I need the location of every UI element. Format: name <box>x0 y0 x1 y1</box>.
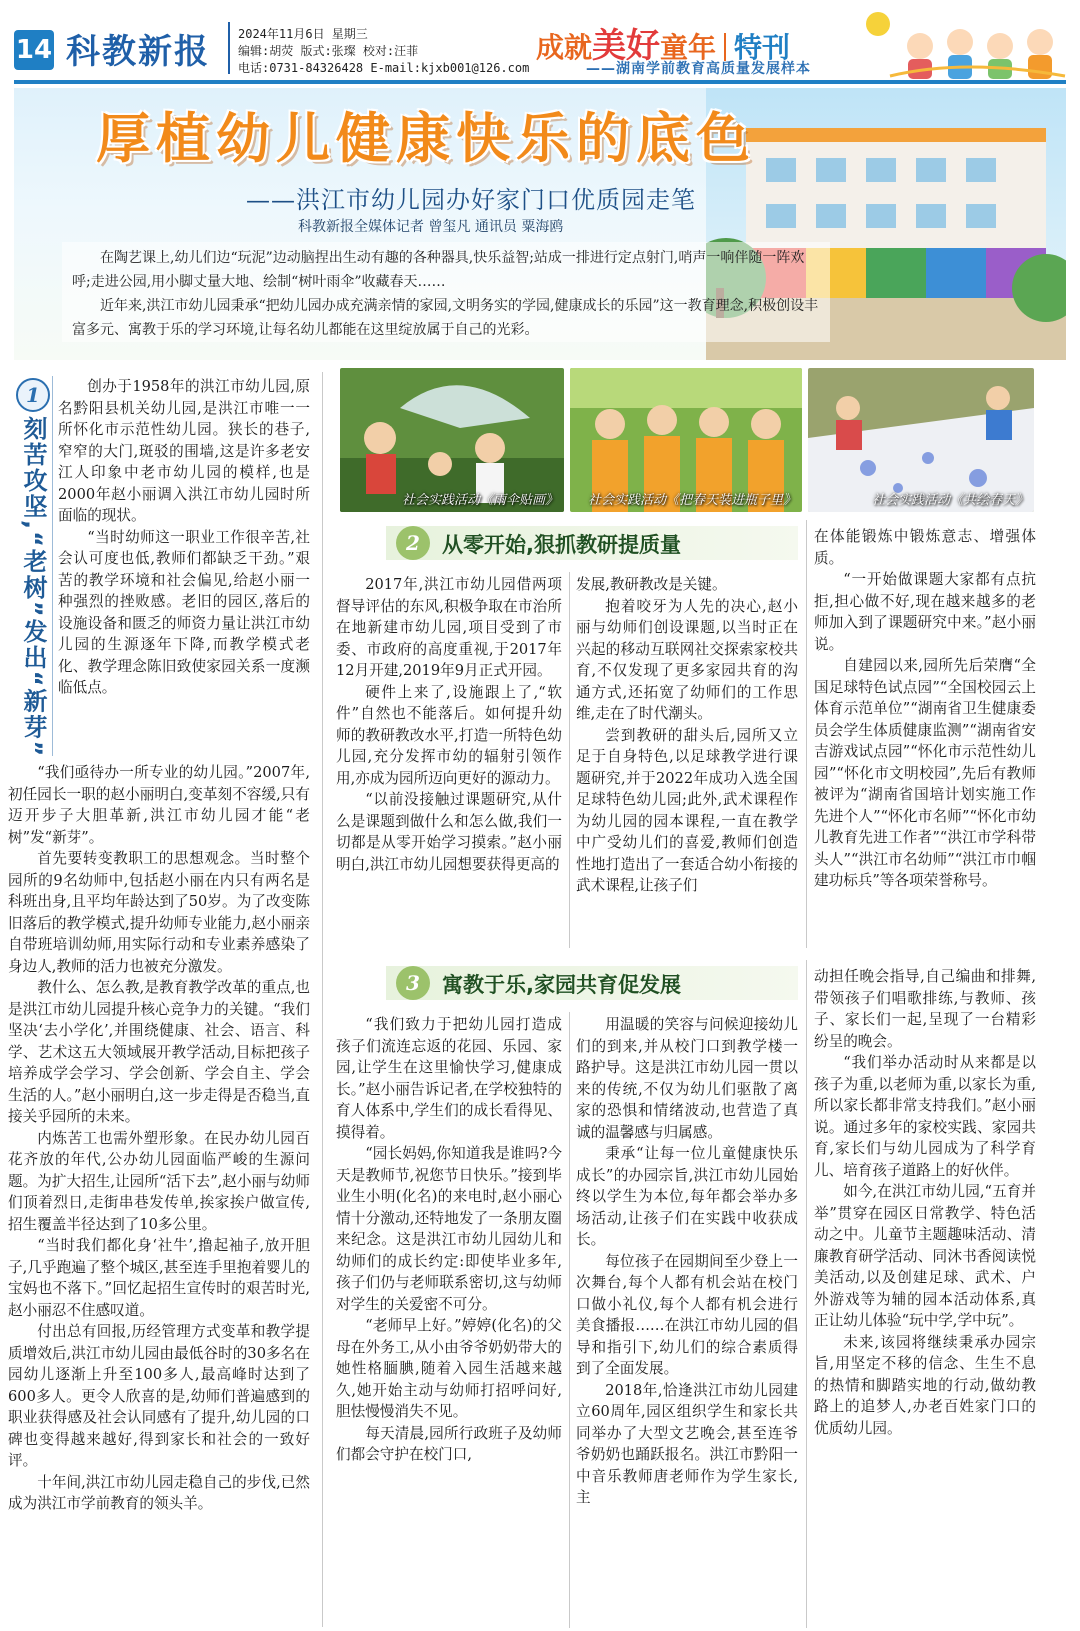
special-subtitle: ——湖南学前教育高质量发展样本 <box>586 61 811 77</box>
paragraph: “当时幼师这一职业工作很辛苦,社会认可度也低,教师们都缺乏干劲。”艰苦的教学环境和社会偏见,给赵小丽一种强烈的挫败感。老旧的园区,落后的设施设备和匮乏的师资力量让洪江市幼儿园的生源逐年下降,而教学模式老化、教学理念陈旧致使家园关系一度濒临低点。 <box>58 528 310 696</box>
special-part1: 成就 <box>536 31 593 64</box>
editor-line: 编辑:胡荧 版式:张璨 校对:汪菲 <box>238 44 419 58</box>
section-2-header <box>386 526 798 560</box>
paragraph: 在体能锻炼中锻炼意志、增强体质。 <box>814 528 1036 567</box>
paragraph: 如今,在洪江市幼儿园,“五育并举”贯穿在园区日常教学、特色活动之中。儿童节主题趣味活动、清廉教育研学活动、同沐书香阅读悦美活动,以及创建足球、武术、户外游戏等为辅的园本活动体系,真正让幼儿体验“玩中学,学中玩”。 <box>814 1183 1036 1329</box>
paragraph: 2017年,洪江市幼儿园借两项督导评估的东风,积极争取在市治所在地新建市幼儿园,项目受到了市委、市政府的高度重视,于2017年12月开建,2019年9月正式开园。 <box>336 576 562 679</box>
paragraph: 动担任晚会指导,自己编曲和排舞,带领孩子们唱歌排练,与教师、孩子、家长们一起,呈现了一台精彩纷呈的晚会。 <box>814 968 1036 1050</box>
column-divider <box>806 520 807 948</box>
date-line: 2024年11月6日 星期三 <box>238 27 368 41</box>
photo-painting-spring <box>808 368 1034 512</box>
paragraph: 首先要转变教职工的思想观念。当时整个园所的9名幼师中,包括赵小丽在内只有两名是科班出身,且平均年龄达到了50岁。为了改变陈旧落后的教学模式,提升幼师专业能力,赵小丽亲自带班培训幼师,用实际行动和专业素养感染了身边人,教师的活力也被充分激发。 <box>8 850 310 975</box>
paragraph: 自建园以来,园所先后荣膺“全国足球特色试点园”“全国校园云上体育示范单位”“湖南省卫生健康委员会学生体质健康监测”“湖南省安吉游戏试点园”“怀化市示范性幼儿园”“怀化市文明校园”,先后有教师被评为“湖南省国培计划实施工作先进个人”“怀化市名师”“怀化市幼儿教育先进工作者”“洪江市学科带头人”“洪江市名幼师”“洪江市巾帼建功标兵”等各项荣誉称号。 <box>814 657 1036 889</box>
column-divider <box>806 960 807 1628</box>
masthead-rule <box>14 80 1066 84</box>
paragraph: “我们致力于把幼儿园打造成孩子们流连忘返的花园、乐园、家园,让学生在这里愉快学习,健康成长。”赵小丽告诉记者,在学校独特的育人体系中,学生们的成长看得见、摸得着。 <box>336 1016 562 1141</box>
byline: 科教新报全媒体记者 曾玺凡 通讯员 粟海鸥 <box>298 219 564 235</box>
special-issue-banner <box>536 18 866 77</box>
paragraph: 发展,教研教改是关键。 <box>576 576 727 593</box>
paragraph: “园长妈妈,你知道我是谁吗?今天是教师节,祝您节日快乐。”接到毕业生小明(化名)的来电时,赵小丽心情十分激动,还特地发了一条朋友圈来纪念。这是洪江市幼儿园幼儿和幼师们的成长约定:即使毕业多年,孩子们仍与老师联系密切,这与幼师对学生的关爱密不可分。 <box>336 1145 562 1313</box>
column-divider <box>322 372 323 1627</box>
section-3-header <box>386 966 798 1000</box>
paragraph: 秉承“让每一位儿童健康快乐成长”的办园宗旨,洪江市幼儿园始终以学生为本位,每年都会举办多场活动,让孩子们在实践中收获成长。 <box>576 1145 798 1248</box>
paragraph: “我们举办活动时从来都是以孩子为重,以老师为重,以家长为重,所以家长都非常支持我们。”赵小丽说。通过多年的家校实践、家园共育,家长们与幼儿园成为了科学育儿、培育孩子道路上的好伙伴。 <box>814 1054 1036 1179</box>
section-2-column-b <box>576 574 798 946</box>
section-1-rule <box>52 376 53 756</box>
column-divider <box>569 1012 570 1628</box>
photo-caption: 社会实践活动《雨伞贴画》 <box>401 493 558 508</box>
hero-banner <box>14 88 1066 360</box>
section-2-title: 从零开始,狠抓教研提质量 <box>442 533 681 557</box>
paragraph: “一开始做课题大家都有点抗拒,担心做不好,现在越来越多的老师加入到了课题研究中来。”赵小丽说。 <box>814 571 1036 653</box>
section-3-column-c <box>814 966 1036 1628</box>
section-2-column-c <box>814 526 1036 946</box>
section-1-number: 1 <box>16 378 50 412</box>
paragraph: 2018年,恰逢洪江市幼儿园建立60周年,园区组织学生和家长共同举办了大型文艺晚会,甚至连爷爷奶奶也踊跃报名。洪江市黔阳一中音乐教师唐老师作为学生家长,主 <box>576 1381 798 1506</box>
paragraph: 付出总有回报,历经管理方式变革和教学提质增效后,洪江市幼儿园由最低谷时的30多名在园幼儿逐渐上升至100多人,最高峰时达到了600多人。更令人欣喜的是,幼师们普遍感到的职业获得感及社会认同感有了提升,幼儿园的口碑也变得越来越好,得到家长和社会的一致好评。 <box>8 1323 310 1469</box>
paragraph: 每位孩子在园期间至少登上一次舞台,每个人都有机会站在校门口做小礼仪,每个人都有机会进行美食播报……在洪江市幼儿园的倡导和指引下,幼儿们的综合素质得到了全面发展。 <box>576 1252 798 1377</box>
paragraph: 未来,该园将继续秉承办园宗旨,用坚定不移的信念、生生不息的热情和脚踏实地的行动,做幼教路上的追梦人,办老百姓家门口的优质幼儿园。 <box>814 1333 1036 1437</box>
masthead-divider <box>228 22 230 74</box>
masthead <box>0 0 1080 86</box>
lead-para: 近年来,洪江市幼儿园秉承“把幼儿园办成充满亲情的家园,文明务实的学园,健康成长的乐园”这一教育理念,积极创设丰富多元、寓教于乐的学习环境,让每名幼儿都能在这里绽放属于自己的光彩。 <box>72 298 819 338</box>
photo-caption: 社会实践活动《把春天装进瓶子里》 <box>587 493 796 508</box>
paragraph: 抱着咬牙为人先的决心,赵小丽与幼师们创设课题,以当时正在兴起的移动互联网社交探索家校共育,不仅发现了更多家园共育的沟通方式,还拓宽了幼师们的工作思维,走在了时代潮头。 <box>576 597 798 722</box>
paragraph: 教什么、怎么教,是教育教学改革的重点,也是洪江市幼儿园提升核心竞争力的关键。“我们坚决‘去小学化’,并围绕健康、社会、语言、科学、艺术这五大领域展开教学活动,目标把孩子培养成学会学习、学会创新、学会自主、学会生活的人。”赵小丽明白,这一步走得是否稳当,直接关乎园所的未来。 <box>8 979 310 1125</box>
paragraph: 用温暖的笑容与问候迎接幼儿们的到来,并从校门口到教学楼一路护导。这是洪江市幼儿园一贯以来的传统,不仅为幼儿们驱散了离家的恐惧和情绪波动,也营造了真诚的温馨感与归属感。 <box>576 1016 798 1141</box>
photo-caption: 社会实践活动《共绘春天》 <box>871 493 1028 508</box>
subheadline: ——洪江市幼儿园办好家门口优质园走笔 <box>246 186 696 214</box>
section-3-column-b <box>576 1014 798 1628</box>
section-2-column-a <box>336 574 562 946</box>
section-3-title: 寓教于乐,家园共育促发展 <box>442 973 681 997</box>
section-2-number: 2 <box>396 526 430 560</box>
special-part3: 童年 <box>660 31 717 64</box>
contact-line: 电话:0731-84326428 E-mail:kjxb001@126.com <box>238 61 530 75</box>
page-number: 14 <box>14 30 54 70</box>
section-1-column-top <box>58 376 310 760</box>
paragraph: “当时我们都化身‘社牛’,撸起袖子,放开胆子,几乎跑遍了整个城区,甚至连手里抱着婴儿的宝妈也不落下。”回忆起招生宣传时的艰苦时光,赵小丽忍不住感叹道。 <box>8 1237 310 1319</box>
special-part2: 美好 <box>592 26 661 66</box>
paragraph: 每天清晨,园所行政班子及幼师们都会守护在校门口, <box>336 1424 562 1463</box>
paragraph: “老师早上好。”婷婷(化名)的父母在外务工,从小由爷爷奶奶带大的她性格腼腆,随着入园生活越来越久,她开始主动与幼师打招呼问好,胆怯慢慢消失不见。 <box>336 1317 562 1420</box>
special-part4: 特刊 <box>734 31 791 64</box>
paragraph: “以前没接触过课题研究,从什么是课题到做什么和怎么做,我们一切都是从零开始学习摸索。”赵小丽明白,洪江市幼儿园想要获得更高的 <box>336 791 562 873</box>
section-3-number: 3 <box>396 966 430 1000</box>
headline: 厚植幼儿健康快乐的底色 <box>96 107 756 170</box>
paragraph: 内炼苦工也需外塑形象。在民办幼儿园百花齐放的年代,公办幼儿园面临严峻的生源问题。为扩大招生,让园所“活下去”,赵小丽与幼师们顶着烈日,走街串巷发传单,挨家挨户做宣传,招生覆盖半径达到了10多公里。 <box>8 1129 310 1233</box>
photo-umbrella <box>340 368 564 512</box>
section-1-title: 刻苦攻坚,“老树”发出“新芽” <box>19 416 47 759</box>
paragraph: 创办于1958年的洪江市幼儿园,原名黔阳县机关幼儿园,是洪江市唯一一所怀化市示范性幼儿园。狭长的巷子,窄窄的大门,斑驳的围墙,这是许多老安江人印象中老市幼儿园的模样,也是2000年赵小丽调入洪江市幼儿园时所面临的现状。 <box>58 378 310 524</box>
section-3-column-a <box>336 1014 562 1628</box>
lead-paragraph <box>62 242 830 342</box>
lead-para: 在陶艺课上,幼儿们边“玩泥”边动脑捏出生动有趣的各种器具,快乐益智;站成一排进行定点射门,哨声一响伴随一阵欢呼;走进公园,用小脚丈量大地、绘制“树叶雨伞”收藏春天…… <box>72 250 805 290</box>
paragraph: 硬件上来了,设施跟上了,“软件”自然也不能落后。如何提升幼师的教研教改水平,打造一所特色幼儿园,充分发挥市幼的辐射引领作用,亦成为园所迈向更好的源动力。 <box>336 683 562 787</box>
issue-meta <box>238 26 529 77</box>
photo-spring-bottle <box>570 368 802 512</box>
paragraph: 十年间,洪江市幼儿园走稳自己的步伐,已然成为洪江市学前教育的领头羊。 <box>8 1473 310 1512</box>
paragraph: 尝到教研的甜头后,园所又立足于自身特色,以足球教学进行课题研究,并于2022年成功入选全国足球特色幼儿园;此外,武术课程作为幼儿园的园本课程,一直在教学中广受幼儿们的喜爱,教师们创造性地打造出了一套适合幼小衔接的武术课程,让孩子们 <box>576 726 798 894</box>
children-illustration <box>860 6 1070 80</box>
paragraph: “我们亟待办一所专业的幼儿园。”2007年,初任园长一职的赵小丽明白,变革刻不容缓,只有迈开步子大胆革新,洪江市幼儿园才能“老树”发“新芽”。 <box>8 764 310 846</box>
section-1-column-body <box>8 762 310 1628</box>
paper-name: 科教新报 <box>66 32 210 72</box>
column-divider <box>569 572 570 948</box>
